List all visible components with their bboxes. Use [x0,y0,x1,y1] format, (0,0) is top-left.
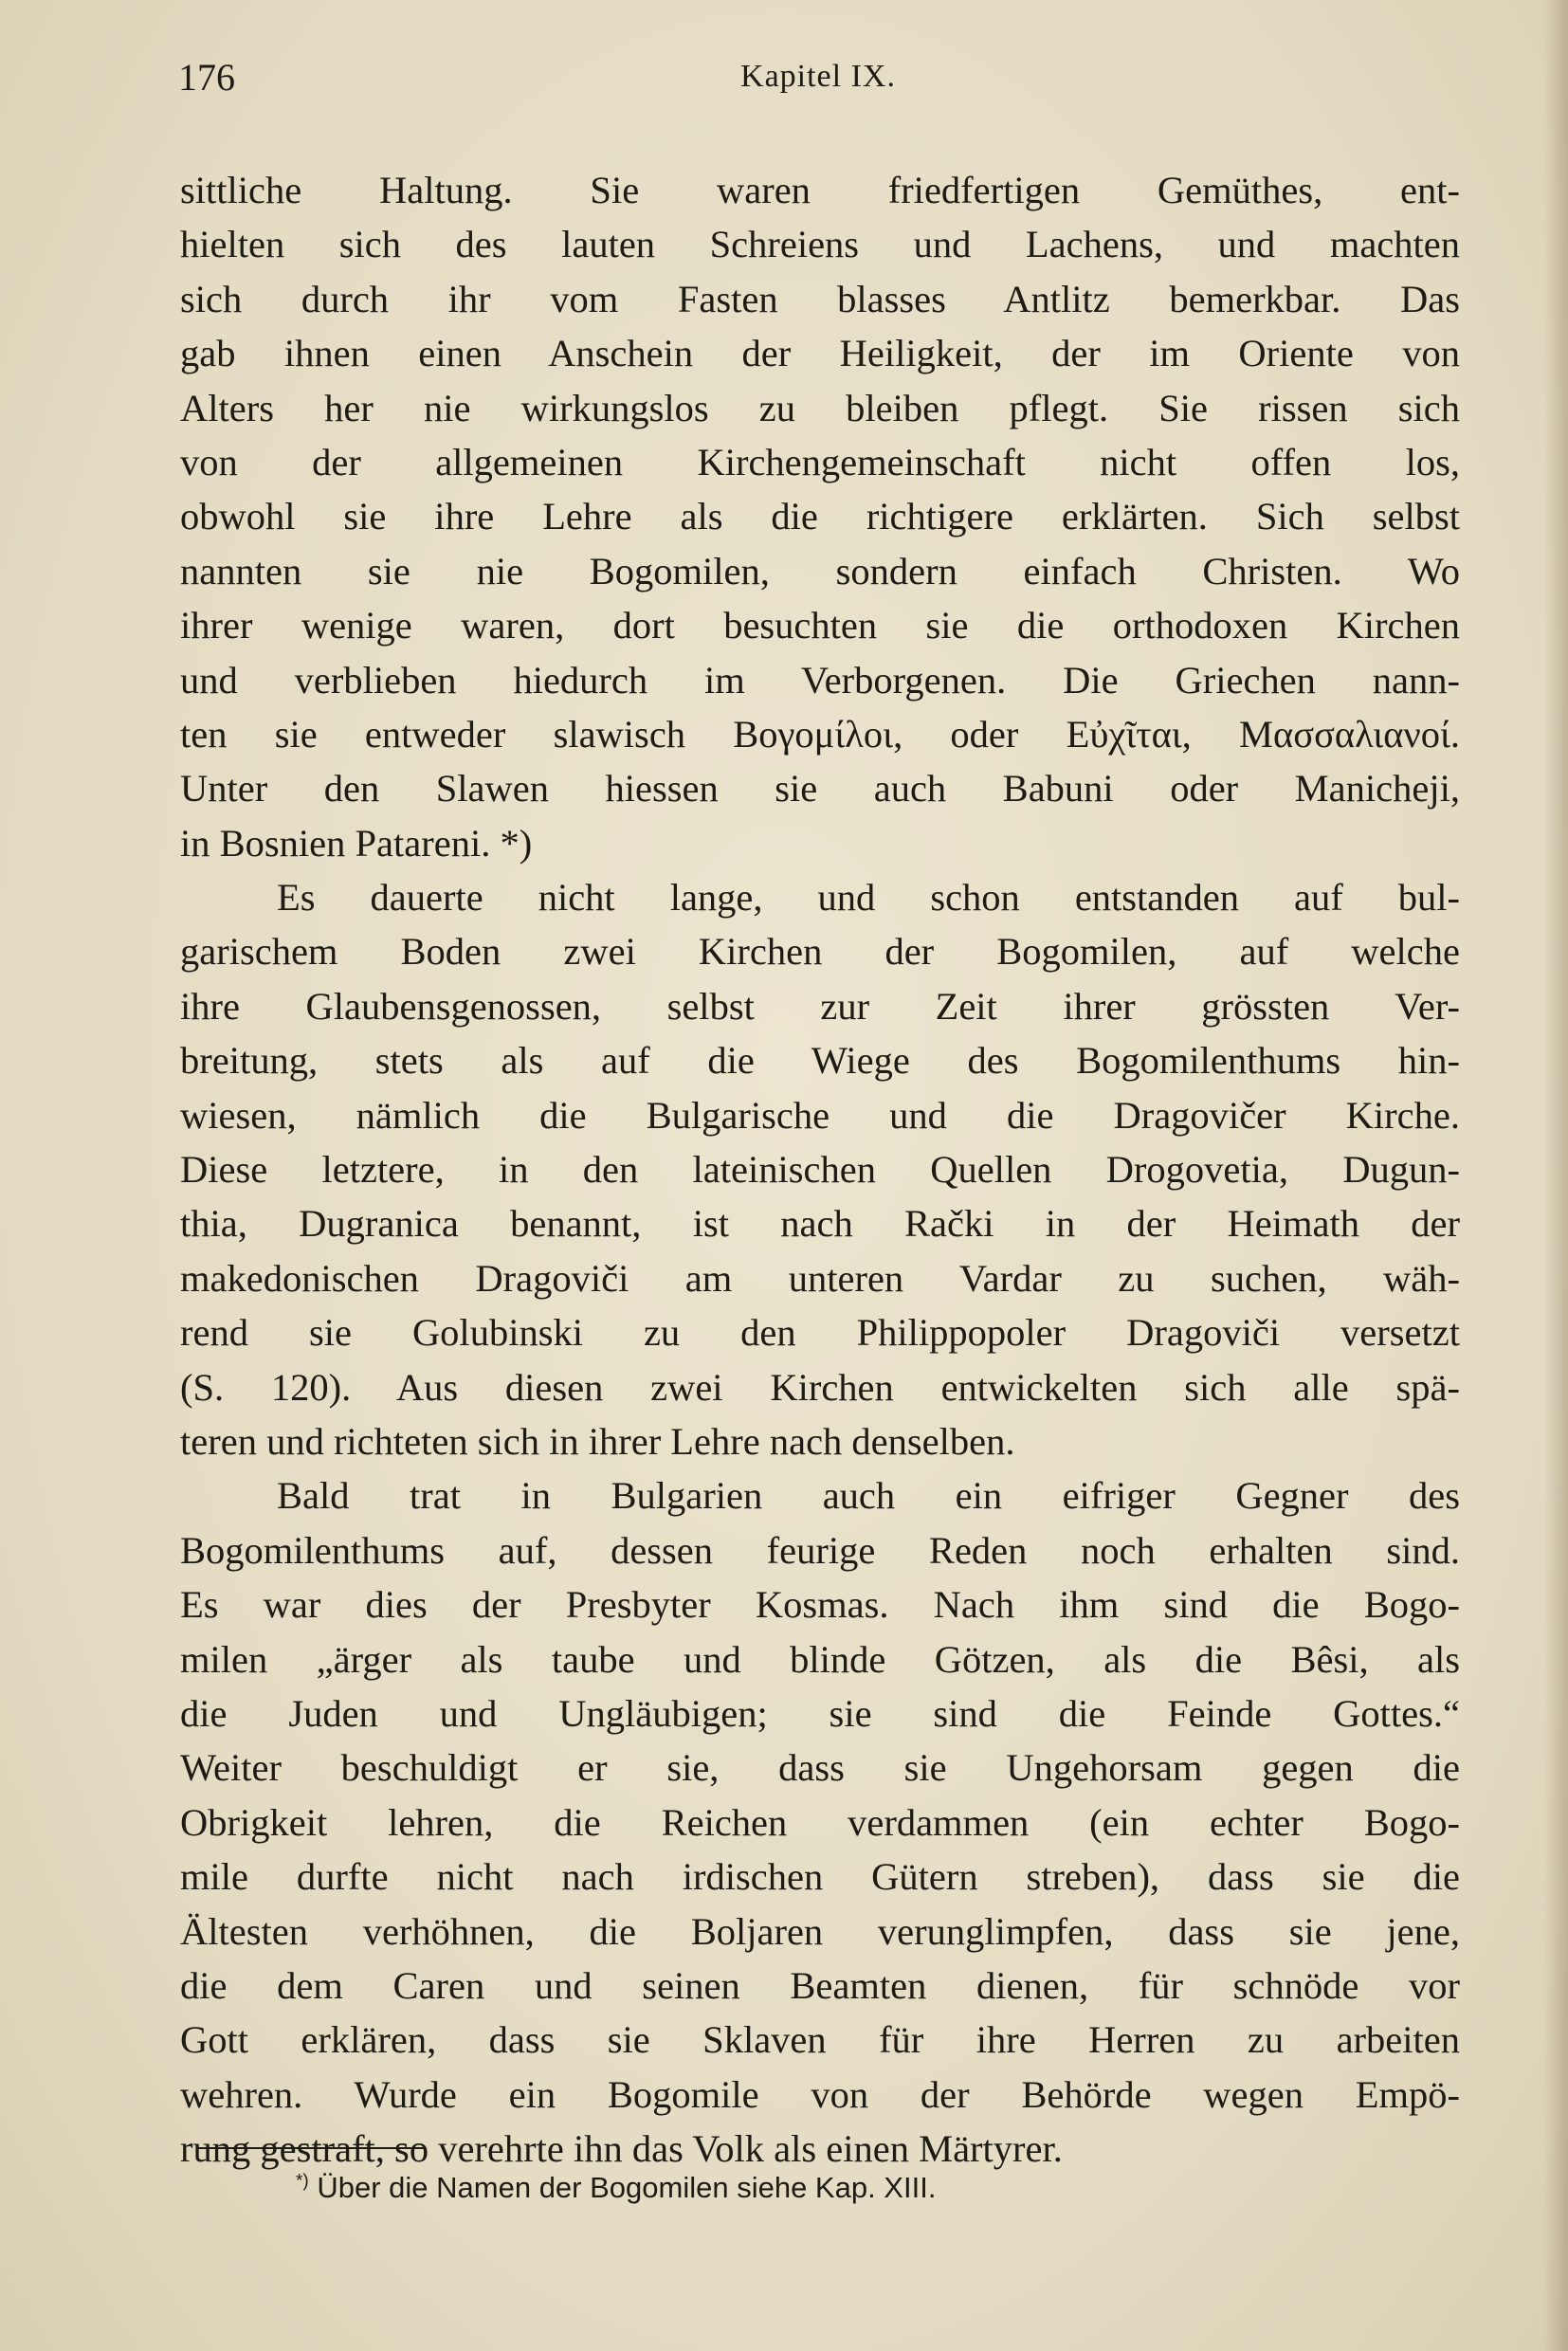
text-line: wehren. Wurde ein Bogomile von der Behörde wegen Empö- [180,2072,1460,2116]
text-line: obwohl sie ihre Lehre als die richtigere erklärten. Sich selbst [180,495,1460,538]
text-line: ihrer wenige waren, dort besuchten sie die orthodoxen Kirchen [180,604,1460,647]
text-line: garischem Boden zwei Kirchen der Bogomilen, auf welche [180,930,1460,974]
text-line: nannten sie nie Bogomilen, sondern einfach Christen. Wo [180,549,1460,592]
text-line: rend sie Golubinski zu den Philippopoler Dragoviči versetzt [180,1311,1460,1355]
body-text [180,163,1460,2176]
text-line: und verblieben hiedurch im Verborgenen. Die Griechen nann- [180,658,1460,702]
text-line: thia, Dugranica benannt, ist nach Rački in der Heimath der [180,1202,1460,1246]
text-line: Es dauerte nicht lange, und schon entstanden auf bul- [277,876,1460,920]
running-head: Kapitel IX. [740,59,896,94]
text-line: sich durch ihr vom Fasten blasses Antlitz bemerkbar. Das [180,277,1460,320]
page-number: 176 [178,56,235,99]
text-line: Es war dies der Presbyter Kosmas. Nach ihm sind die Bogo- [180,1583,1460,1627]
text-line: makedonischen Dragoviči am unteren Vardar zu suchen, wäh- [180,1256,1460,1300]
text-line: Bogomilenthums auf, dessen feurige Reden noch erhalten sind. [180,1528,1460,1572]
footnote-text: Über die Namen der Bogomilen siehe Kap. XIII. [317,2171,937,2204]
text-line: teren und richteten sich in ihrer Lehre nach denselben. [180,1419,1015,1463]
text-line: gab ihnen einen Anschein der Heiligkeit, der im Oriente von [180,332,1460,375]
text-line: Alters her nie wirkungslos zu bleiben pflegt. Sie rissen sich [180,386,1460,429]
text-line: Bald trat in Bulgarien auch ein eifriger Gegner des [277,1474,1460,1518]
page-header [178,55,1458,106]
text-line: ihre Glaubensgenossen, selbst zur Zeit ihrer grössten Ver- [180,984,1460,1028]
text-line: hielten sich des lauten Schreiens und Lachens, und machten [180,223,1460,266]
text-line: die Juden und Ungläubigen; sie sind die Feinde Gottes.“ [180,1691,1460,1735]
text-line: Ältesten verhöhnen, die Boljaren verunglimpfen, dass sie jene, [180,1909,1460,1953]
text-line: breitung, stets als auf die Wiege des Bogomilenthums hin- [180,1039,1460,1083]
text-line: ten sie entweder slawisch Βογομίλοι, oder Εὐχῖται, Μασσαλιανοί. [180,712,1460,756]
text-line: sittliche Haltung. Sie waren friedfertigen Gemüthes, ent- [180,169,1460,211]
text-line: Unter den Slawen hiessen sie auch Babuni oder Manicheji, [180,767,1460,811]
footnote [296,2171,1433,2205]
text-line: wiesen, nämlich die Bulgarische und die Dragovičer Kirche. [180,1093,1460,1137]
text-line: (S. 120). Aus diesen zwei Kirchen entwickelten sich alle spä- [180,1365,1460,1409]
text-line: die dem Caren und seinen Beamten dienen, für schnöde vor [180,1963,1460,2007]
text-line: Weiter beschuldigt er sie, dass sie Ungehorsam gegen die [180,1746,1460,1790]
footnote-rule [197,2147,425,2149]
text-line: Diese letztere, in den lateinischen Quellen Drogovetia, Dugun- [180,1148,1460,1192]
text-line: von der allgemeinen Kirchengemeinschaft nicht offen los, [180,440,1460,483]
footnote-marker: *) [296,2171,309,2192]
text-line: Gott erklären, dass sie Sklaven für ihre Herren zu arbeiten [180,2018,1460,2062]
text-line: mile durfte nicht nach irdischen Gütern streben), dass sie die [180,1855,1460,1899]
text-line: milen „ärger als taube und blinde Götzen, als die Bêsi, als [180,1637,1460,1681]
text-line: in Bosnien Patareni. *) [180,821,533,865]
text-line: Obrigkeit lehren, die Reichen verdammen (ein echter Bogo- [180,1800,1460,1844]
text-line: rung gestraft, so verehrte ihn das Volk als einen Märtyrer. [180,2127,1063,2171]
